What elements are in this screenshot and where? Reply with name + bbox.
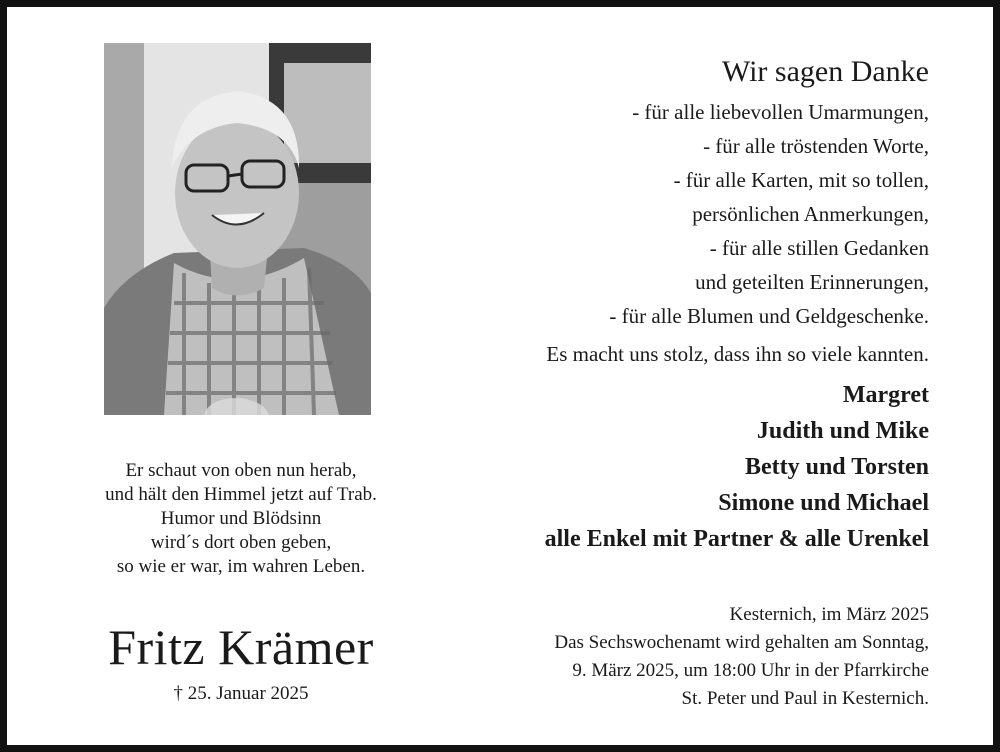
- death-date: † 25. Januar 2025: [173, 683, 309, 704]
- thanks-line: - für alle stillen Gedanken: [709, 236, 929, 260]
- portrait-image: [104, 43, 371, 415]
- info-line: St. Peter und Paul in Kesternich.: [681, 688, 929, 709]
- thanks-line: - für alle Blumen und Geldgeschenke.: [609, 304, 929, 328]
- portrait-photo: [104, 43, 371, 415]
- thanks-line: und geteilten Erinnerungen,: [695, 270, 929, 294]
- info-line: Kesternich, im März 2025: [729, 604, 929, 625]
- poem-line: so wie er war, im wahren Leben.: [116, 556, 366, 577]
- thanks-list: [609, 95, 929, 333]
- thanks-line: - für alle tröstenden Worte,: [703, 134, 929, 158]
- family-line: Judith und Mike: [756, 418, 929, 444]
- poem-line: Er schaut von oben nun herab,: [125, 460, 357, 481]
- thanks-line: - für alle liebevollen Umarmungen,: [632, 100, 929, 124]
- service-info: [554, 601, 929, 713]
- family-signatures: [545, 377, 929, 557]
- memorial-poem: [47, 459, 435, 579]
- family-line: Betty und Torsten: [744, 454, 929, 480]
- poem-line: und hält den Himmel jetzt auf Trab.: [105, 484, 377, 505]
- poem-line: Humor und Blödsinn: [160, 508, 322, 529]
- info-line: Das Sechswochenamt wird gehalten am Sonntag,: [554, 632, 929, 653]
- info-line: 9. März 2025, um 18:00 Uhr in der Pfarrkirche: [572, 660, 929, 681]
- deceased-name: Fritz Krämer: [108, 619, 374, 675]
- pride-statement: Es macht uns stolz, dass ihn so viele kannten.: [546, 342, 929, 366]
- thanks-heading: Wir sagen Danke: [721, 55, 929, 88]
- thanks-line: persönlichen Anmerkungen,: [692, 202, 929, 226]
- family-line: Simone und Michael: [718, 490, 929, 516]
- thanks-line: - für alle Karten, mit so tollen,: [673, 168, 929, 192]
- family-line: Margret: [842, 382, 929, 408]
- family-line: alle Enkel mit Partner & alle Urenkel: [544, 526, 929, 552]
- poem-line: wird´s dort oben geben,: [150, 532, 332, 553]
